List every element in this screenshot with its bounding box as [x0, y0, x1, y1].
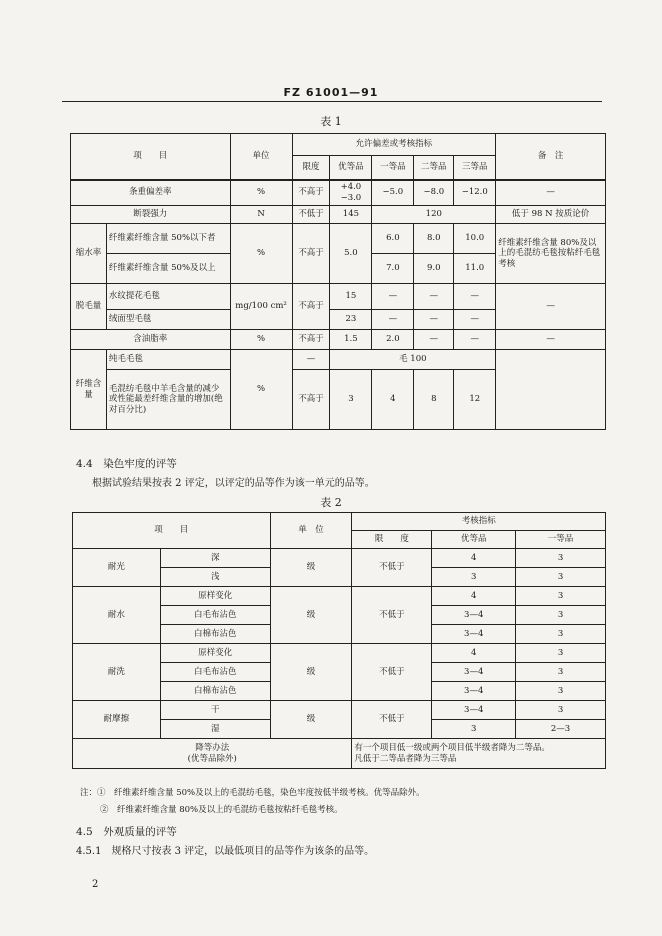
t2-head-limit: 限 度: [352, 531, 432, 549]
t2-water-first2: 3: [516, 606, 606, 625]
table2-caption: 表 2: [320, 496, 342, 509]
t1-fiber-sub1: 纯毛毛毯: [106, 350, 230, 370]
t1-oil-second: —: [414, 330, 454, 350]
t2-light-sub2: 浅: [160, 568, 270, 587]
t2-water-limit: 不低于: [352, 587, 432, 644]
t1-head-limit: 限度: [292, 156, 330, 180]
t1-head-group: 允许偏差或考核指标: [292, 134, 496, 156]
t1-shed-sub2: 绒面型毛毯: [106, 310, 230, 330]
t1-fiber-wool: 毛 100: [330, 350, 496, 370]
t2-wash-first2: 3: [516, 663, 606, 682]
t1-r1-item: 条重偏差率: [71, 180, 231, 206]
t1-shrink-s2-first: 7.0: [372, 254, 414, 284]
t1-shed-unit: mg/100 cm²: [230, 284, 292, 330]
t1-head-item: 项 目: [71, 134, 231, 180]
t1-shed-group: 脱毛量: [71, 284, 107, 330]
t1-oil-third: —: [454, 330, 496, 350]
note-1: 注：① 纤维素纤维含量 50%及以上的毛混纺毛毯，染色牢度按低半级考核。优等品除外。: [80, 788, 425, 798]
t1-shrink-s1-first: 6.0: [372, 224, 414, 254]
page-number: 2: [92, 879, 99, 890]
t1-r1-unit: %: [230, 180, 292, 206]
header-rule: [62, 101, 602, 102]
t1-shed-s2-first: —: [372, 310, 414, 330]
t1-r2-item: 断裂强力: [71, 206, 231, 224]
t1-head-third: 三等品: [454, 156, 496, 180]
t1-shrink-sub2: 纤维素纤维含量 50%及以上: [106, 254, 230, 284]
t2-water-exc1: 4: [432, 587, 516, 606]
t1-shed-s1-third: —: [454, 284, 496, 310]
t1-r2-merged: 120: [372, 206, 496, 224]
t1-shrink-s1-third: 10.0: [454, 224, 496, 254]
t1-shrink-sub1: 纤维素纤维含量 50%以下者: [106, 224, 230, 254]
t2-rub-exc2: 3: [432, 720, 516, 739]
t1-shrink-s2-second: 9.0: [414, 254, 454, 284]
table2: [72, 512, 606, 769]
t2-light-limit: 不低于: [352, 549, 432, 587]
t2-rub-first1: 3: [516, 701, 606, 720]
t2-wash-exc2: 3—4: [432, 663, 516, 682]
t1-shed-s2-third: —: [454, 310, 496, 330]
t1-oil-first: 2.0: [372, 330, 414, 350]
t1-r2-excellent: 145: [330, 206, 372, 224]
t1-fiber-second: 8: [414, 370, 454, 430]
t1-shrink-remark: 纤维素纤维含量 80%及以上的毛混纺毛毯按粘纤毛毯考核: [496, 224, 606, 284]
t2-water-unit: 级: [270, 587, 352, 644]
t2-water-sub1: 原样变化: [160, 587, 270, 606]
t1-fiber-first: 4: [372, 370, 414, 430]
section-4-5-1-body: 4.5.1 规格尺寸按表 3 评定，以最低项目的品等作为该条的品等。: [76, 846, 375, 857]
t2-head-first: 一等品: [516, 531, 606, 549]
t1-oil-remark: —: [496, 330, 606, 350]
t2-wash-first3: 3: [516, 682, 606, 701]
t1-r1-second: −8.0: [414, 180, 454, 206]
t1-oil-limit: 不高于: [292, 330, 330, 350]
t2-water-name: 耐水: [73, 587, 161, 644]
t1-shrink-group: 缩水率: [71, 224, 107, 284]
t1-r1-first: −5.0: [372, 180, 414, 206]
t2-light-exc1: 4: [432, 549, 516, 568]
section-4-5-title: 4.5 外观质量的评等: [76, 826, 177, 838]
t1-shed-s1-first: —: [372, 284, 414, 310]
t1-head-remark: 备 注: [496, 134, 606, 180]
table1-caption: 表 1: [320, 115, 342, 128]
t2-light-exc2: 3: [432, 568, 516, 587]
t1-shed-sub1: 水纹提花毛毯: [106, 284, 230, 310]
t1-head-first: 一等品: [372, 156, 414, 180]
t2-rub-limit: 不低于: [352, 701, 432, 739]
t1-shed-s2-second: —: [414, 310, 454, 330]
t2-water-sub3: 白棉布沾色: [160, 625, 270, 644]
t1-shrink-excellent: 5.0: [330, 224, 372, 284]
t1-r2-unit: N: [230, 206, 292, 224]
t2-light-name: 耐光: [73, 549, 161, 587]
t1-r1-third: −12.0: [454, 180, 496, 206]
t2-head-group: 考核指标: [352, 513, 606, 531]
note-2: ② 纤维素纤维含量 80%及以上的毛混纺毛毯按粘纤毛毯考核。: [100, 805, 343, 815]
t1-r1-limit: 不高于: [292, 180, 330, 206]
t2-water-first3: 3: [516, 625, 606, 644]
t2-rub-first2: 2—3: [516, 720, 606, 739]
t2-rub-sub1: 干: [160, 701, 270, 720]
t1-fiber-group: 纤维含量: [71, 350, 107, 430]
t1-shed-limit: 不高于: [292, 284, 330, 330]
t2-wash-limit: 不低于: [352, 644, 432, 701]
t2-wash-unit: 级: [270, 644, 352, 701]
t1-shrink-s2-third: 11.0: [454, 254, 496, 284]
t2-water-first1: 3: [516, 587, 606, 606]
t2-head-unit: 单 位: [270, 513, 352, 549]
t1-oil-item: 含油脂率: [71, 330, 231, 350]
t1-head-excellent: 优等品: [330, 156, 372, 180]
t1-shed-s2-excellent: 23: [330, 310, 372, 330]
t1-shed-s1-second: —: [414, 284, 454, 310]
t2-head-excellent: 优等品: [432, 531, 516, 549]
t1-fiber-sub2: 毛混纺毛毯中羊毛含量的减少或性能最差纤维含量的增加(绝对百分比): [106, 370, 230, 430]
t2-rub-name: 耐摩擦: [73, 701, 161, 739]
t2-wash-exc1: 4: [432, 644, 516, 663]
t2-water-sub2: 白毛布沾色: [160, 606, 270, 625]
t2-head-item: 项 目: [73, 513, 271, 549]
t1-fiber-remark: [496, 350, 606, 430]
t2-wash-sub1: 原样变化: [160, 644, 270, 663]
t2-rub-sub2: 湿: [160, 720, 270, 739]
section-4-4-body: 根据试验结果按表 2 评定，以评定的品等作为该一单元的品等。: [92, 478, 375, 489]
t2-rub-exc1: 3—4: [432, 701, 516, 720]
t2-wash-exc3: 3—4: [432, 682, 516, 701]
t2-water-exc3: 3—4: [432, 625, 516, 644]
t2-rub-unit: 级: [270, 701, 352, 739]
t1-shrink-unit: %: [230, 224, 292, 284]
t1-shed-remark: —: [496, 284, 606, 330]
t1-head-unit: 单位: [230, 134, 292, 180]
t1-oil-excellent: 1.5: [330, 330, 372, 350]
t1-r1-excellent: +4.0 −3.0: [330, 180, 372, 206]
t1-shrink-limit: 不高于: [292, 224, 330, 284]
t1-oil-unit: %: [230, 330, 292, 350]
t2-light-unit: 级: [270, 549, 352, 587]
t1-shrink-s1-second: 8.0: [414, 224, 454, 254]
t2-wash-name: 耐洗: [73, 644, 161, 701]
t1-shed-s1-excellent: 15: [330, 284, 372, 310]
t1-fiber-limit: 不高于: [292, 370, 330, 430]
t2-light-first1: 3: [516, 549, 606, 568]
t2-water-exc2: 3—4: [432, 606, 516, 625]
t2-wash-sub2: 白毛布沾色: [160, 663, 270, 682]
t2-light-sub1: 深: [160, 549, 270, 568]
t1-fiber-excellent: 3: [330, 370, 372, 430]
t1-fiber-s1-limit: —: [292, 350, 330, 370]
t2-light-first2: 3: [516, 568, 606, 587]
t2-downgrade-text: 有一个项目低一级或两个项目低半级者降为二等品。 凡低于二等品者降为三等品: [352, 739, 606, 769]
section-4-4-title: 4.4 染色牢度的评等: [76, 458, 177, 470]
t1-r2-limit: 不低于: [292, 206, 330, 224]
t1-fiber-unit: %: [230, 350, 292, 430]
table1: [70, 133, 606, 430]
document-header: FZ 61001—91: [283, 86, 379, 99]
t1-head-second: 二等品: [414, 156, 454, 180]
t2-downgrade-label: 降等办法 (优等品除外): [73, 739, 352, 769]
t1-r1-remark: —: [496, 180, 606, 206]
t2-wash-first1: 3: [516, 644, 606, 663]
t2-wash-sub3: 白棉布沾色: [160, 682, 270, 701]
t1-fiber-third: 12: [454, 370, 496, 430]
t1-r2-remark: 低于 98 N 按质论价: [496, 206, 606, 224]
